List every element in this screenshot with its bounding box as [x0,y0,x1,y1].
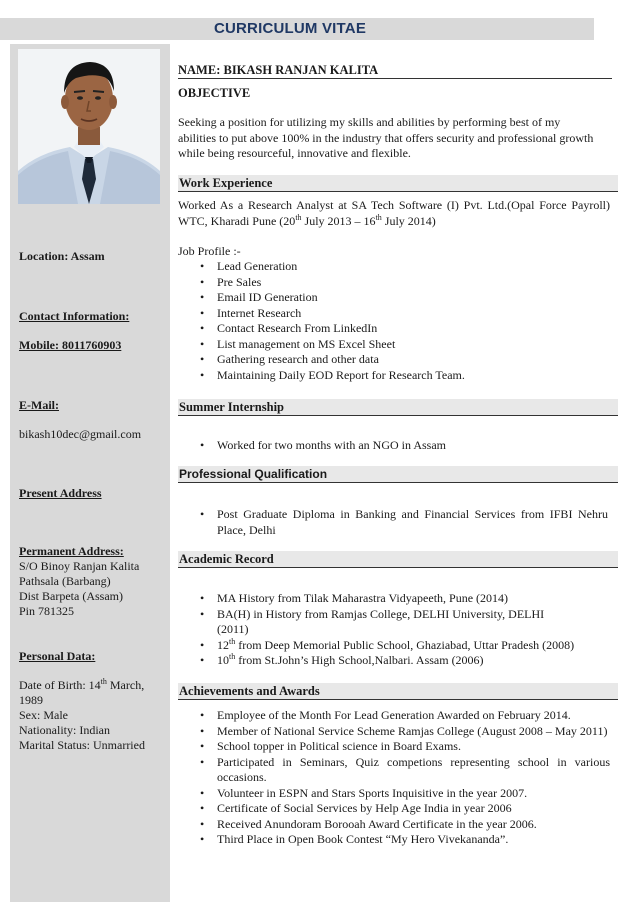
work-experience-heading: Work Experience [178,175,618,192]
academic-list [178,591,610,669]
list-item: • Maintaining Daily EOD Report for Research Team. [200,367,465,382]
address-line: Pin 781325 [19,604,75,618]
list-item: • MA History from Tilak Maharastra Vidyapeeth, Pune (2014) [200,591,509,605]
birth-year: 1989 [19,693,43,707]
sex: Sex: Male [19,708,68,722]
list-item: • Pre Sales [200,274,262,289]
address-line: Dist Barpeta (Assam) [19,589,123,603]
email-address: bikash10dec@gmail.com [19,427,142,441]
list-item: • 12th from Deep Memorial Public School, Ghaziabad, Uttar Pradesh (2008) [200,636,575,652]
list-item: • Lead Generation [200,259,298,273]
job-profile-label: Job Profile :- [178,244,241,258]
achievements-list [178,708,610,848]
list-item: • Contact Research From LinkedIn [200,321,378,335]
qualification-list [178,507,608,538]
list-item: • Post Graduate Diploma in Banking and Financial Services from IFBI Nehru Place, Delhi [200,507,608,537]
contact-heading: Contact Information: [19,309,130,323]
objective-heading: OBJECTIVE [178,86,251,100]
permanent-address-heading: Permanent Address: [19,544,124,558]
qualification-heading: Professional Qualification [178,466,618,483]
list-item: • Employee of the Month For Lead Generation Awarded on February 2014. [200,708,571,722]
date-of-birth: Date of Birth: 14th March, [19,677,145,692]
list-item: • 10th from St.John’s High School,Nalbari. Assam (2006) [200,652,484,667]
location-label: Location: Assam [19,249,105,263]
page-title: CURRICULUM VITAE [213,20,367,37]
personal-data-heading: Personal Data: [19,649,96,663]
list-item: • School topper in Political science in Board Exams. [200,739,461,753]
marital-status: Marital Status: Unmarried [19,738,145,752]
address-line: S/O Binoy Ranjan Kalita [19,559,140,573]
list-item: • Worked for two months with an NGO in Assam [200,438,447,452]
internship-list [178,438,610,454]
work-experience-text: Worked As a Research Analyst at SA Tech Software (I) Pvt. Ltd.(Opal Force Payroll) WTC, Kharadi Pune (20th July 2013 – 16th July 2014) [178,198,610,228]
list-item: • Certificate of Social Services by Help Age India in year 2006 [200,801,512,815]
nationality: Nationality: Indian [19,723,110,737]
mobile-number: Mobile: 8011760903 [19,338,122,352]
list-item: • Volunteer in ESPN and Stars Sports Inquisitive in the year 2007. [200,785,528,800]
achievements-heading: Achievements and Awards [178,683,618,700]
candidate-name: NAME: BIKASH RANJAN KALITA [178,62,612,79]
list-item: • Participated in Seminars, Quiz competions representing school in various occasions. [200,754,610,784]
list-item: • List management on MS Excel Sheet [200,336,396,351]
list-item: • Member of National Service Scheme Ramjas College (August 2008 – May 2011) [200,723,608,738]
academic-heading: Academic Record [178,551,618,568]
internship-heading: Summer Internship [178,399,618,416]
profile-photo [18,49,160,204]
objective-text: Seeking a position for utilizing my skills and abilities by performing best of my abilities to put above 100% in the industry that offers security and professional growth while being resourceful, innovative and flexible. [178,115,594,160]
list-item: • Received Anundoram Borooah Award Certificate in the year 2006. [200,816,537,831]
permanent-address [19,559,167,619]
list-item: • Third Place in Open Book Contest “My Hero Vivekananda”. [200,832,509,846]
job-profile-list [178,259,610,383]
list-item: • Internet Research [200,305,302,320]
list-item: • Email ID Generation [200,290,318,304]
list-item: • BA(H) in History from Ramjas College, DELHI University, DELHI (2011) [200,606,545,636]
present-address-heading: Present Address [19,486,102,500]
personal-data [19,678,167,753]
address-line: Pathsala (Barbang) [19,574,111,588]
profile-photo-image [18,49,160,204]
email-heading: E-Mail: [19,398,59,412]
list-item: • Gathering research and other data [200,352,379,366]
